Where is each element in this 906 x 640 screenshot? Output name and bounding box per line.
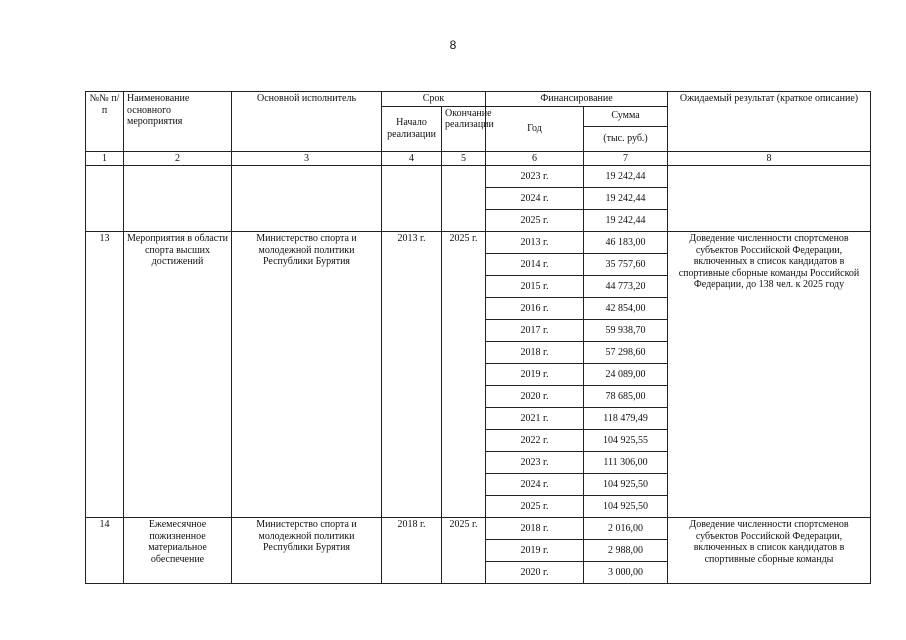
financing-sum: 2 016,00 <box>584 518 668 540</box>
col-number: 2 <box>124 151 232 166</box>
header-start: Начало реализации <box>382 106 442 151</box>
measure-end: 2025 г. <box>442 232 486 518</box>
measure-row <box>86 232 871 254</box>
financing-sum: 19 242,44 <box>584 166 668 188</box>
financing-sum: 19 242,44 <box>584 210 668 232</box>
financing-year: 2015 г. <box>486 276 584 298</box>
financing-sum: 104 925,55 <box>584 430 668 452</box>
header-result: Ожидаемый результат (краткое описание) <box>668 92 871 152</box>
continuation-end <box>442 166 486 232</box>
measure-result: Доведение численности спортсменов субъектов Российской Федерации, включенных в список кандидатов в спортивные сборные команды Российской Федерации, до 138 чел. к 2025 году <box>668 232 871 518</box>
column-number-row <box>86 151 871 166</box>
financing-year: 2014 г. <box>486 254 584 276</box>
financing-sum: 24 089,00 <box>584 364 668 386</box>
financing-year: 2019 г. <box>486 540 584 562</box>
financing-sum: 46 183,00 <box>584 232 668 254</box>
continuation-start <box>382 166 442 232</box>
header-name: Наименование основного мероприятия <box>124 92 232 152</box>
col-number: 7 <box>584 151 668 166</box>
measure-start: 2018 г. <box>382 518 442 584</box>
measure-number: 14 <box>86 518 124 584</box>
financing-year: 2023 г. <box>486 452 584 474</box>
financing-sum: 44 773,20 <box>584 276 668 298</box>
continuation-row <box>86 166 871 188</box>
measure-row <box>86 518 871 540</box>
financing-year: 2020 г. <box>486 562 584 584</box>
financing-sum: 19 242,44 <box>584 188 668 210</box>
financing-sum: 104 925,50 <box>584 496 668 518</box>
financing-year: 2018 г. <box>486 342 584 364</box>
col-number: 3 <box>232 151 382 166</box>
financing-sum: 59 938,70 <box>584 320 668 342</box>
header-end: Окончание реализации <box>442 106 486 151</box>
col-number: 4 <box>382 151 442 166</box>
header-num: №№ п/п <box>86 92 124 152</box>
col-number: 6 <box>486 151 584 166</box>
measure-name: Мероприятия в области спорта высших достижений <box>124 232 232 518</box>
continuation-result <box>668 166 871 232</box>
financing-sum: 118 479,49 <box>584 408 668 430</box>
financing-year: 2019 г. <box>486 364 584 386</box>
header-executor: Основной исполнитель <box>232 92 382 152</box>
continuation-num <box>86 166 124 232</box>
header-year: Год <box>486 106 584 151</box>
measure-name: Ежемесячное пожизненное материальное обеспечение <box>124 518 232 584</box>
col-number: 5 <box>442 151 486 166</box>
measure-number: 13 <box>86 232 124 518</box>
header-financing: Финансирование <box>486 92 668 107</box>
financing-year: 2018 г. <box>486 518 584 540</box>
header-sum: Сумма <box>584 106 668 126</box>
continuation-executor <box>232 166 382 232</box>
financing-sum: 3 000,00 <box>584 562 668 584</box>
financing-year: 2016 г. <box>486 298 584 320</box>
program-table <box>85 91 871 584</box>
header-sum-unit: (тыс. руб.) <box>584 126 668 151</box>
measure-start: 2013 г. <box>382 232 442 518</box>
col-number: 1 <box>86 151 124 166</box>
financing-year: 2025 г. <box>486 496 584 518</box>
financing-sum: 42 854,00 <box>584 298 668 320</box>
measure-executor: Министерство спорта и молодежной политики Республики Бурятия <box>232 232 382 518</box>
header-row-1 <box>86 92 871 107</box>
continuation-name <box>124 166 232 232</box>
measure-result: Доведение численности спортсменов субъектов Российской Федерации, включенных в список кандидатов в спортивные сборные команды <box>668 518 871 584</box>
financing-year: 2021 г. <box>486 408 584 430</box>
financing-sum: 2 988,00 <box>584 540 668 562</box>
financing-year: 2020 г. <box>486 386 584 408</box>
financing-sum: 104 925,50 <box>584 474 668 496</box>
financing-year: 2017 г. <box>486 320 584 342</box>
financing-year: 2024 г. <box>486 474 584 496</box>
col-number: 8 <box>668 151 871 166</box>
page-number: 8 <box>449 38 457 52</box>
measure-end: 2025 г. <box>442 518 486 584</box>
financing-year: 2022 г. <box>486 430 584 452</box>
financing-sum: 111 306,00 <box>584 452 668 474</box>
measure-executor: Министерство спорта и молодежной политики Республики Бурятия <box>232 518 382 584</box>
financing-year: 2024 г. <box>486 188 584 210</box>
financing-sum: 78 685,00 <box>584 386 668 408</box>
financing-sum: 57 298,60 <box>584 342 668 364</box>
financing-year: 2025 г. <box>486 210 584 232</box>
financing-year: 2013 г. <box>486 232 584 254</box>
header-term: Срок <box>382 92 486 107</box>
financing-year: 2023 г. <box>486 166 584 188</box>
financing-sum: 35 757,60 <box>584 254 668 276</box>
